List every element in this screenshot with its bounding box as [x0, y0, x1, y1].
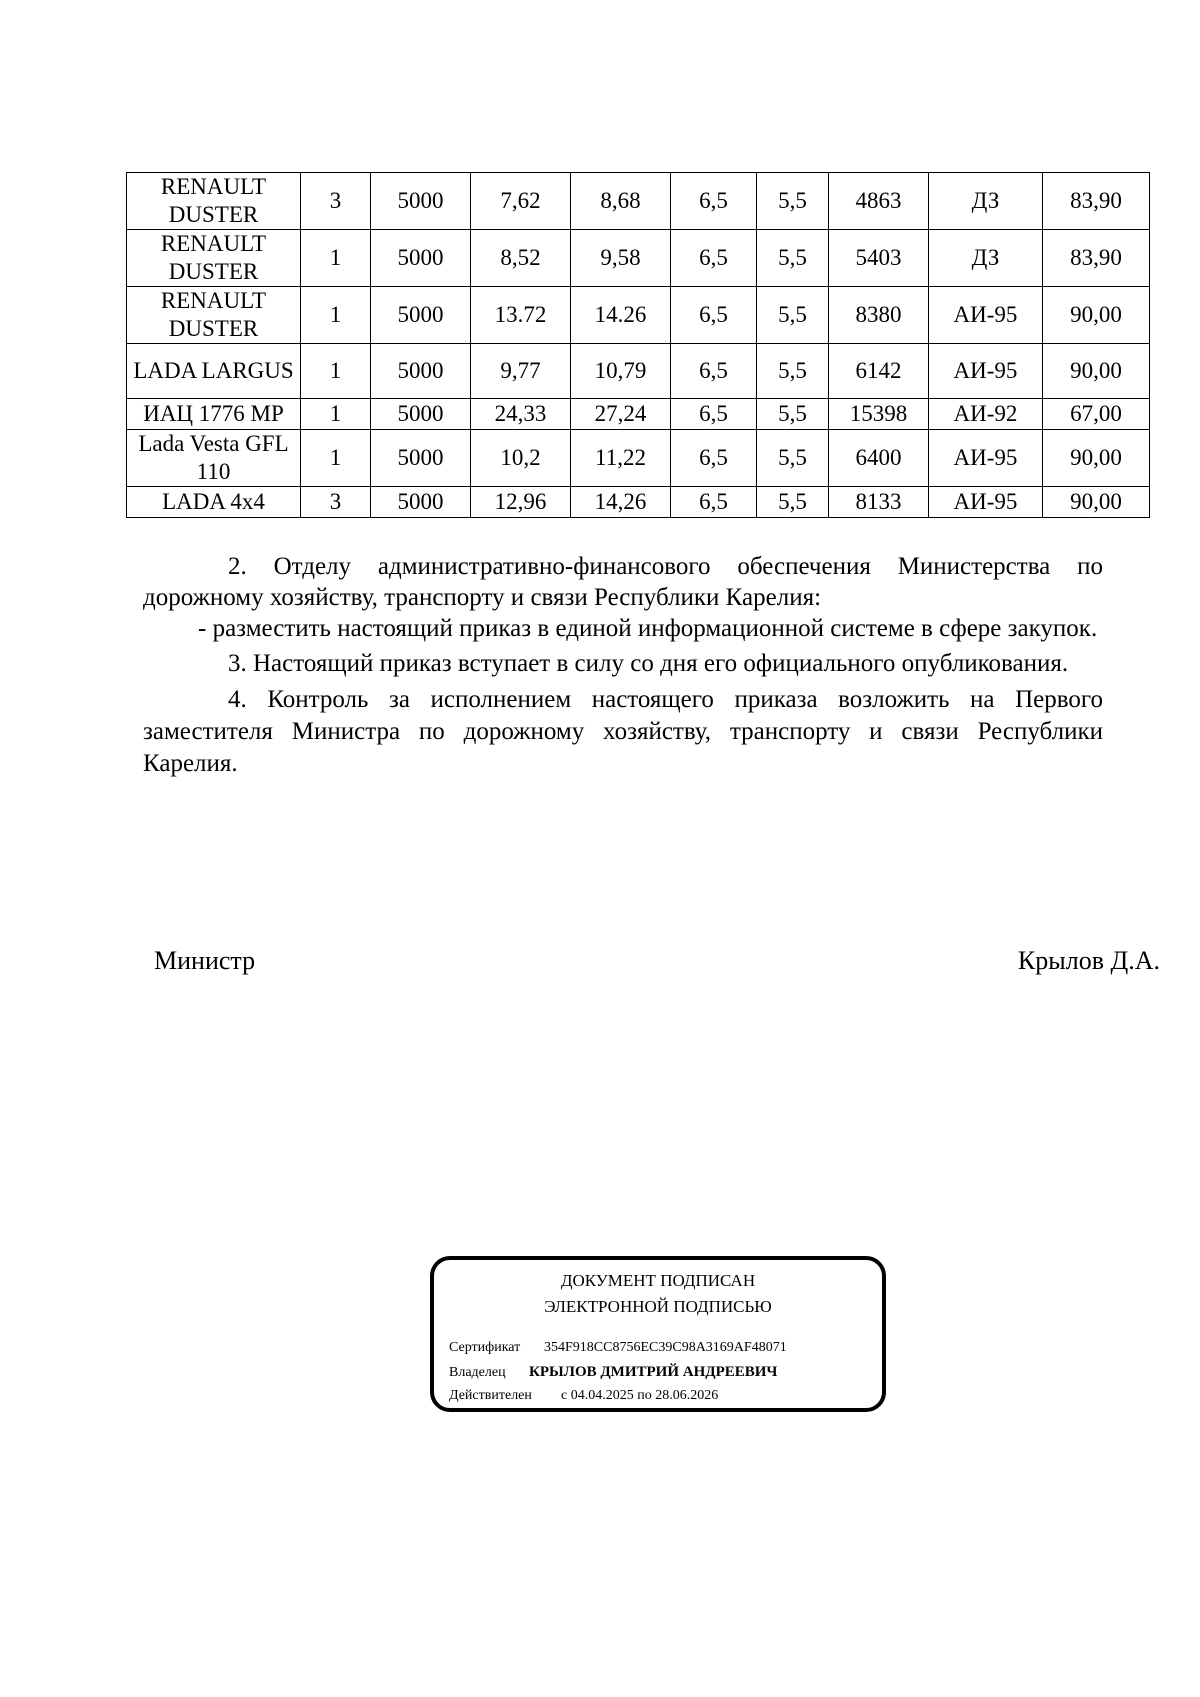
- table-cell: 4863: [829, 173, 929, 230]
- table-cell: 8,68: [571, 173, 671, 230]
- table-cell: 8133: [829, 487, 929, 518]
- certificate-value: 354F918CC8756EC39C98A3169AF48071: [544, 1340, 787, 1355]
- vehicle-cell: RENAULT DUSTER: [127, 173, 301, 230]
- price-cell: 83,90: [1043, 173, 1150, 230]
- table-row: [127, 487, 1150, 518]
- table-cell: 5,5: [757, 399, 829, 430]
- table-cell: 14.26: [571, 287, 671, 344]
- table-cell: 1: [301, 230, 371, 287]
- owner-label: Владелец: [449, 1365, 506, 1380]
- fuel-type-cell: АИ-95: [929, 344, 1043, 399]
- table-cell: 5,5: [757, 487, 829, 518]
- table-cell: 5,5: [757, 287, 829, 344]
- vehicle-cell: LADA 4x4: [127, 487, 301, 518]
- table-cell: 5000: [371, 230, 471, 287]
- stamp-title-line-1: ДОКУМЕНТ ПОДПИСАН: [560, 1271, 756, 1290]
- table-cell: 6,5: [671, 430, 757, 487]
- table-cell: 14,26: [571, 487, 671, 518]
- fuel-type-cell: АИ-92: [929, 399, 1043, 430]
- vehicle-cell: Lada Vesta GFL 110: [127, 430, 301, 487]
- table-cell: 5000: [371, 399, 471, 430]
- table-cell: 6,5: [671, 230, 757, 287]
- table-cell: 1: [301, 344, 371, 399]
- valid-label: Действителен: [449, 1388, 532, 1403]
- table-row: [127, 344, 1150, 399]
- table-cell: 6,5: [671, 173, 757, 230]
- table-cell: 8,52: [471, 230, 571, 287]
- price-cell: 83,90: [1043, 230, 1150, 287]
- paragraph-3: 3. Настоящий приказ вступает в силу со дня его официального опубликования.: [228, 650, 1069, 677]
- fuel-type-cell: ДЗ: [929, 173, 1043, 230]
- paragraph-2-item: - разместить настоящий приказ в единой информационной системе в сфере закупок.: [198, 615, 1098, 642]
- vehicle-cell: LADA LARGUS: [127, 344, 301, 399]
- table-cell: 6,5: [671, 344, 757, 399]
- fuel-type-cell: АИ-95: [929, 430, 1043, 487]
- table-cell: 12,96: [471, 487, 571, 518]
- stamp-title-line-2: ЭЛЕКТРОННОЙ ПОДПИСЬЮ: [544, 1297, 772, 1316]
- vehicle-cell: ИАЦ 1776 МР: [127, 399, 301, 430]
- price-cell: 90,00: [1043, 344, 1150, 399]
- table-row: [127, 173, 1150, 230]
- table-cell: 5000: [371, 173, 471, 230]
- fuel-type-cell: ДЗ: [929, 230, 1043, 287]
- table-cell: 15398: [829, 399, 929, 430]
- table-row: [127, 287, 1150, 344]
- table-cell: 5403: [829, 230, 929, 287]
- table-row: [127, 399, 1150, 430]
- table-cell: 6,5: [671, 399, 757, 430]
- table-cell: 13.72: [471, 287, 571, 344]
- table-cell: 6142: [829, 344, 929, 399]
- table-cell: 1: [301, 430, 371, 487]
- table-row: [127, 230, 1150, 287]
- stamp-title: [434, 1268, 882, 1320]
- table-cell: 10,79: [571, 344, 671, 399]
- table-cell: 1: [301, 287, 371, 344]
- table-cell: 6400: [829, 430, 929, 487]
- table-cell: 11,22: [571, 430, 671, 487]
- fuel-type-cell: АИ-95: [929, 287, 1043, 344]
- price-cell: 67,00: [1043, 399, 1150, 430]
- price-cell: 90,00: [1043, 287, 1150, 344]
- table-cell: 6,5: [671, 487, 757, 518]
- table-cell: 3: [301, 173, 371, 230]
- table-cell: 5000: [371, 344, 471, 399]
- vehicle-cell: RENAULT DUSTER: [127, 230, 301, 287]
- signatory-position: Министр: [154, 946, 256, 975]
- fuel-type-cell: АИ-95: [929, 487, 1043, 518]
- fuel-norms-table: [126, 172, 1150, 518]
- table-row: [127, 430, 1150, 487]
- table-cell: 5000: [371, 287, 471, 344]
- table-cell: 24,33: [471, 399, 571, 430]
- table-body: [127, 173, 1150, 518]
- stamp-owner-row: [449, 1361, 777, 1384]
- table-cell: 10,2: [471, 430, 571, 487]
- price-cell: 90,00: [1043, 430, 1150, 487]
- table-cell: 5,5: [757, 173, 829, 230]
- owner-value: КРЫЛОВ ДМИТРИЙ АНДРЕЕВИЧ: [529, 1364, 778, 1380]
- signatory-name: Крылов Д.А.: [1017, 946, 1160, 975]
- electronic-signature-stamp: [430, 1256, 886, 1412]
- table-cell: 5,5: [757, 230, 829, 287]
- order-paragraphs: [143, 551, 1103, 780]
- table-cell: 3: [301, 487, 371, 518]
- table-cell: 8380: [829, 287, 929, 344]
- table-cell: 7,62: [471, 173, 571, 230]
- vehicle-cell: RENAULT DUSTER: [127, 287, 301, 344]
- table-cell: 5000: [371, 487, 471, 518]
- table-cell: 6,5: [671, 287, 757, 344]
- valid-value: с 04.04.2025 по 28.06.2026: [561, 1388, 719, 1403]
- table-cell: 1: [301, 399, 371, 430]
- table-cell: 27,24: [571, 399, 671, 430]
- paragraph-4: 4. Контроль за исполнением настоящего приказа возложить на Первого заместителя Министра по дорожному хозяйству, транспорту и связи Республики Карелия.: [143, 686, 1103, 777]
- table-cell: 5,5: [757, 344, 829, 399]
- table-cell: 5,5: [757, 430, 829, 487]
- paragraph-2: 2. Отделу административно-финансового обеспечения Министерства по дорожному хозяйству, транспорту и связи Республики Карелия:: [143, 553, 1103, 611]
- certificate-label: Сертификат: [449, 1340, 521, 1355]
- table-cell: 9,58: [571, 230, 671, 287]
- table-cell: 9,77: [471, 344, 571, 399]
- stamp-certificate-row: [449, 1337, 787, 1359]
- table-cell: 5000: [371, 430, 471, 487]
- price-cell: 90,00: [1043, 487, 1150, 518]
- stamp-validity-row: [449, 1385, 718, 1407]
